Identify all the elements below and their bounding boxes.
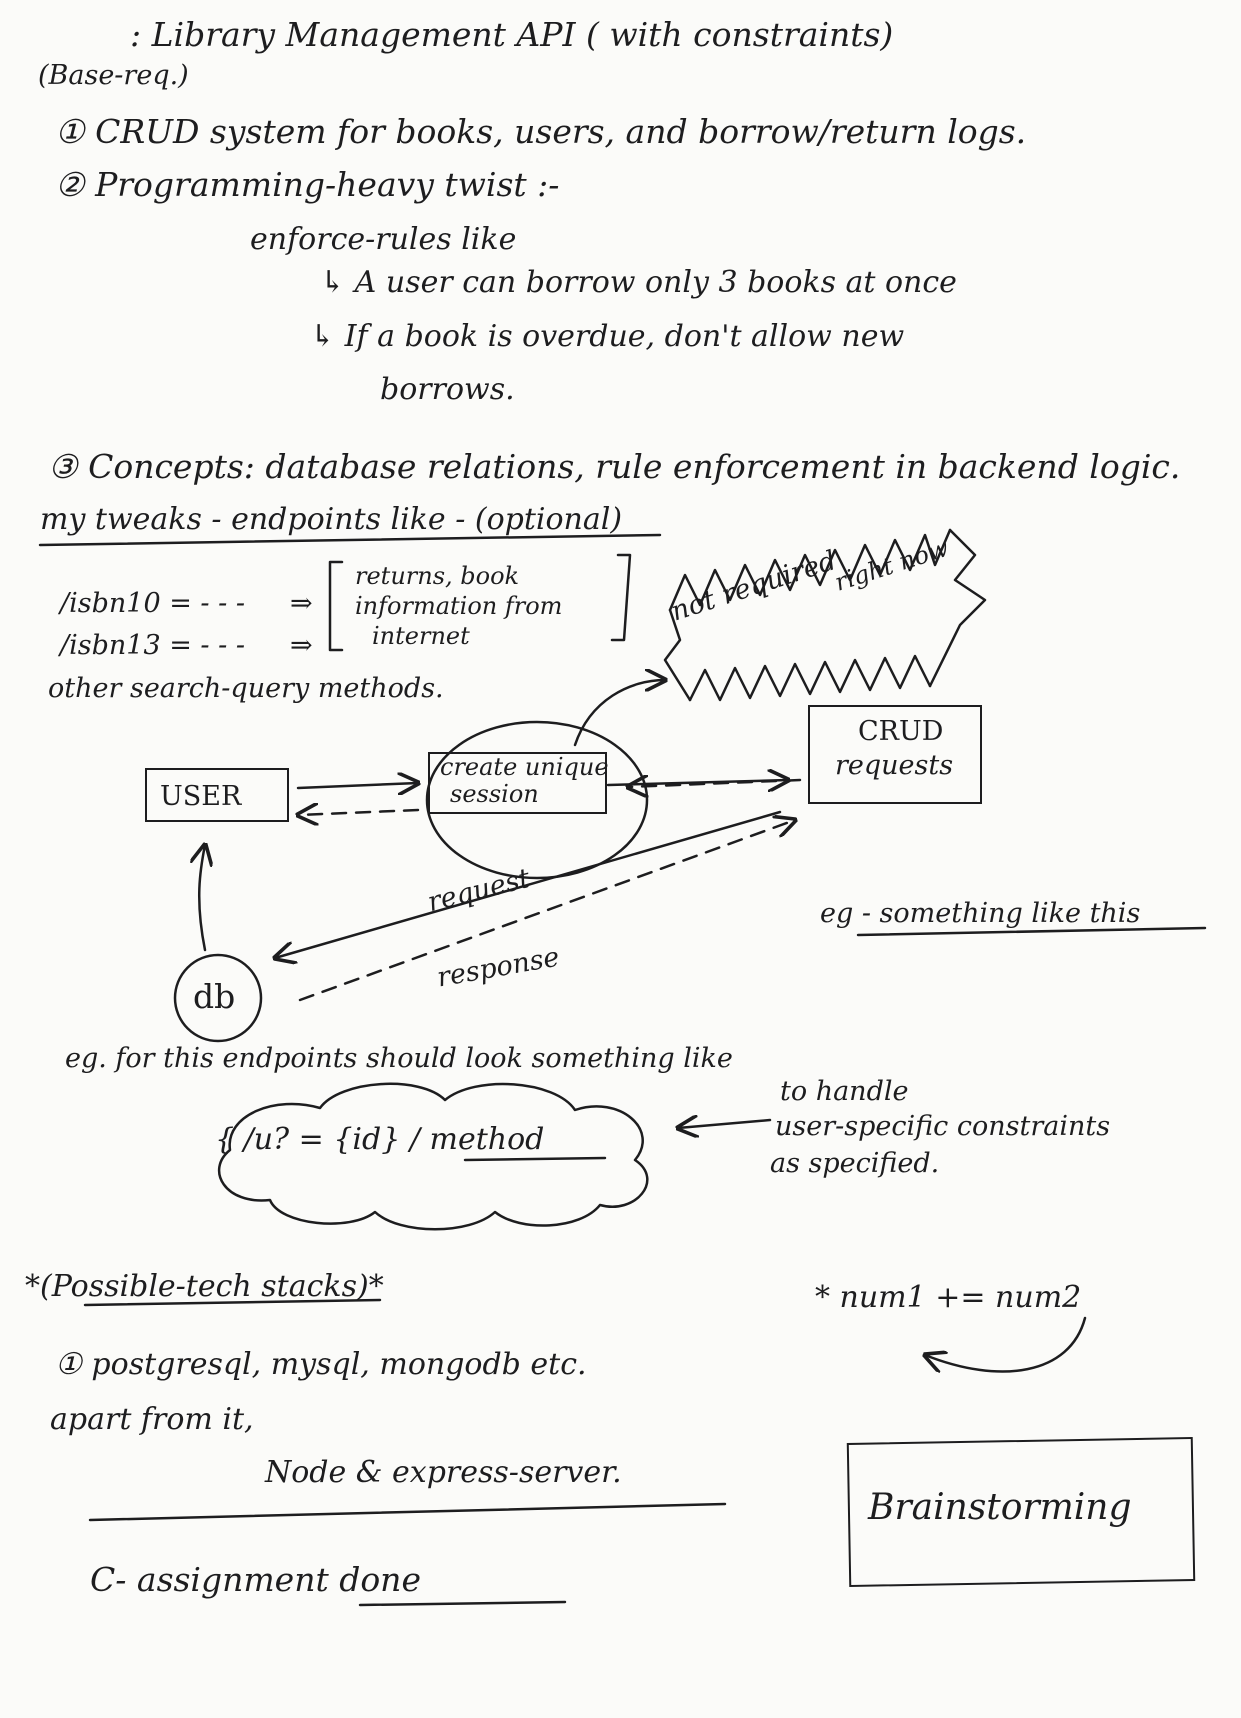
isbn13-arrow: ⇒ <box>290 630 313 661</box>
done-underline <box>360 1602 565 1605</box>
tech-item-1: ① postgresql, mysql, mongodb etc. <box>55 1347 587 1382</box>
endpoint-note-2: user-specific constraints <box>775 1111 1111 1142</box>
db-label: db <box>193 977 236 1016</box>
page-title: : Library Management API ( with constraints) <box>130 15 894 54</box>
num-expression: * num1 += num2 <box>815 1280 1082 1315</box>
requirement-3: ③ Concepts: database relations, rule enforcement in backend logic. <box>48 447 1181 486</box>
zigzag-bottom <box>690 656 930 700</box>
diagram-note: eg - something like this <box>820 898 1141 929</box>
page-subtitle: (Base-req.) <box>38 60 189 91</box>
left-bracket <box>330 562 342 650</box>
bracket-line-1: returns, book <box>355 562 520 590</box>
isbn10-arrow: ⇒ <box>290 588 313 619</box>
request-label: request <box>424 862 534 919</box>
tweaks-heading: my tweaks - endpoints like - (optional) <box>40 502 623 537</box>
response-label: response <box>434 941 562 994</box>
right-now-note: right now <box>831 533 952 597</box>
assignment-status: C- assignment done <box>90 1560 421 1599</box>
not-required-note: not required <box>667 545 841 628</box>
diagram-note-underline <box>858 928 1205 935</box>
endpoint-underline <box>465 1158 605 1160</box>
isbn10-endpoint: /isbn10 = - - - <box>60 588 245 619</box>
endpoint-note-1: to handle <box>780 1076 909 1107</box>
rule-1: ↳ A user can borrow only 3 books at once <box>320 265 957 300</box>
session-label-2: session <box>450 780 539 808</box>
rule-2-continued: borrows. <box>380 372 515 407</box>
tech-heading: *(Possible-tech stacks)* <box>25 1269 384 1304</box>
requirement-1: ① CRUD system for books, users, and borrow/return logs. <box>55 112 1027 151</box>
other-search-methods: other search-query methods. <box>48 673 444 704</box>
endpoint-path: { /u? = {id} / method <box>215 1122 545 1157</box>
endpoint-intro: eg. for this endpoints should look something like <box>65 1043 733 1074</box>
tech-line-3: Node & express-server. <box>265 1455 622 1490</box>
crud-label-2: requests <box>835 750 954 781</box>
user-to-session-arrow <box>298 783 418 788</box>
requirement-2: ② Programming-heavy twist :- <box>55 165 560 204</box>
tech-line-2: apart from it, <box>50 1402 254 1437</box>
bracket-line-3: internet <box>372 622 470 650</box>
endpoint-note-3: as specified. <box>770 1148 940 1179</box>
crud-label-1: CRUD <box>858 716 944 747</box>
brainstorming-label: Brainstorming <box>868 1487 1132 1528</box>
session-to-user-arrow <box>298 810 418 815</box>
divider-line <box>90 1504 725 1520</box>
db-to-user-arrow <box>199 845 205 950</box>
user-label: USER <box>160 781 242 812</box>
session-label-1: create unique <box>440 753 609 781</box>
enforce-rules: enforce-rules like <box>250 222 517 257</box>
bracket-line-2: information from <box>355 592 563 620</box>
isbn13-endpoint: /isbn13 = - - - <box>60 630 245 661</box>
num-curve-arrow <box>925 1318 1085 1372</box>
note-to-cloud-arrow <box>678 1120 770 1128</box>
session-to-note-arrow <box>575 680 665 745</box>
rule-2: ↳ If a book is overdue, don't allow new <box>310 319 905 354</box>
right-bracket <box>612 555 630 640</box>
